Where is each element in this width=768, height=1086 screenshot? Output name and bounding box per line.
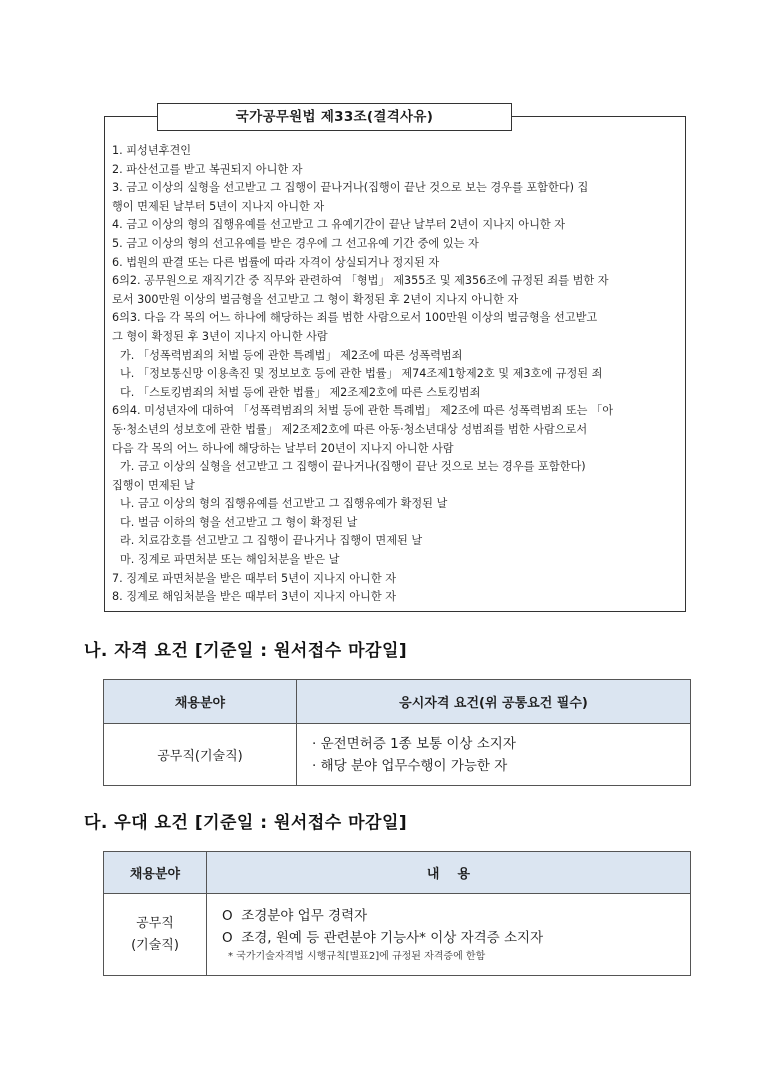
law-line: 6의4. 미성년자에 대하여 「성폭력범죄의 처벌 등에 관한 특례법」 제2조에 따른 성폭력범죄 또는 「아 (112, 404, 614, 418)
law-body (112, 142, 682, 607)
law-line: 동·청소년의 성보호에 관한 법률」 제2조제2호에 따른 아동·청소년대상 성범죄를 범한 사람으로서 (112, 422, 588, 436)
law-line: 다. 「스토킹범죄의 처벌 등에 관한 법률」 제2조제2호에 따른 스토킹범죄 (120, 385, 481, 399)
preference-heading: 다. 우대 요건 [기준일 : 원서접수 마감일] (84, 813, 408, 833)
field-cell: 공무직(기술직) (104, 724, 297, 786)
preference-table (103, 851, 691, 976)
law-line: 6의3. 다음 각 목의 어느 하나에 해당하는 죄를 범한 사람으로서 100만원 이상의 벌금형을 선고받고 (112, 311, 598, 325)
law-line: 행이 면제된 날부터 5년이 지나지 아니한 자 (112, 199, 325, 213)
law-line: 2. 파산선고를 받고 복권되지 아니한 자 (112, 162, 303, 176)
law-line: 다. 벌금 이하의 형을 선고받고 그 형이 확정된 날 (120, 515, 358, 529)
col-field-header: 채용분야 (104, 852, 207, 894)
law-line: 다음 각 목의 어느 하나에 해당하는 날부터 20년이 지나지 아니한 사람 (112, 441, 454, 455)
law-line: 집행이 면제된 날 (112, 478, 195, 492)
field-line: 공무직 (136, 915, 174, 931)
law-line: 7. 징계로 파면처분을 받은 때부터 5년이 지나지 아니한 자 (112, 571, 396, 585)
requirements-cell (297, 724, 691, 786)
law-line: 6. 법원의 판결 또는 다른 법률에 따라 자격이 상실되거나 정지된 자 (112, 255, 440, 269)
law-line: 마. 징계로 파면처분 또는 해임처분을 받은 날 (120, 553, 340, 567)
law-line: 6의2. 공무원으로 재직기간 중 직무와 관련하여 「형법」 제355조 및 제356조에 규정된 죄를 범한 자 (112, 274, 609, 288)
requirement-item: · 운전면허증 1종 보통 이상 소지자 (312, 735, 516, 752)
table-row (104, 894, 691, 976)
law-line: 나. 금고 이상의 형의 집행유예를 선고받고 그 집행유예가 확정된 날 (120, 497, 448, 511)
law-line: 1. 피성년후견인 (112, 144, 192, 157)
law-line: 3. 금고 이상의 실형을 선고받고 그 집행이 끝나거나(집행이 끝난 것으로 보는 경우를 포함한다) 집 (112, 181, 589, 195)
preference-item: O 조경, 원예 등 관련분야 기능사* 이상 자격증 소지자 (222, 929, 544, 946)
law-line: 나. 「정보통신망 이용촉진 및 정보보호 등에 관한 법률」 제74조제1항제2호 및 제3호에 규정된 죄 (120, 367, 603, 381)
law-line: 가. 금고 이상의 실형을 선고받고 그 집행이 끝나거나(집행이 끝난 것으로 보는 경우를 포함한다) (120, 460, 586, 474)
law-line: 라. 치료감호를 선고받고 그 집행이 끝나거나 집행이 면제된 날 (120, 534, 423, 548)
preference-note: * 국가기술자격법 시행규칙[별표2]에 규정된 자격증에 한함 (228, 950, 486, 962)
law-line: 4. 금고 이상의 형의 집행유예를 선고받고 그 유예기간이 끝난 날부터 2년이 지나지 아니한 자 (112, 218, 566, 232)
col-field-header: 채용분야 (104, 680, 297, 724)
law-line: 8. 징계로 해임처분을 받은 때부터 3년이 지나지 아니한 자 (112, 590, 396, 604)
law-line: 로서 300만원 이상의 벌금형을 선고받고 그 형이 확정된 후 2년이 지나지 아니한 자 (112, 292, 519, 306)
requirement-item: · 해당 분야 업무수행이 가능한 자 (312, 757, 508, 774)
content-cell (207, 894, 691, 976)
qualification-table (103, 679, 691, 786)
field-line: (기술직) (131, 937, 179, 953)
col-content-header: 내 용 (207, 852, 691, 894)
preference-item: O 조경분야 업무 경력자 (222, 907, 368, 924)
law-line: 5. 금고 이상의 형의 선고유예를 받은 경우에 그 선고유예 기간 중에 있는 자 (112, 236, 479, 250)
law-line: 가. 「성폭력범죄의 처벌 등에 관한 특례법」 제2조에 따른 성폭력범죄 (120, 348, 463, 362)
table-row (104, 724, 691, 786)
field-cell (104, 894, 207, 976)
qualification-heading: 나. 자격 요건 [기준일 : 원서접수 마감일] (84, 641, 408, 661)
law-line: 그 형이 확정된 후 3년이 지나지 아니한 사람 (112, 329, 328, 343)
col-req-header: 응시자격 요건(위 공통요건 필수) (297, 680, 691, 724)
law-title: 국가공무원법 제33조(결격사유) (157, 103, 512, 131)
